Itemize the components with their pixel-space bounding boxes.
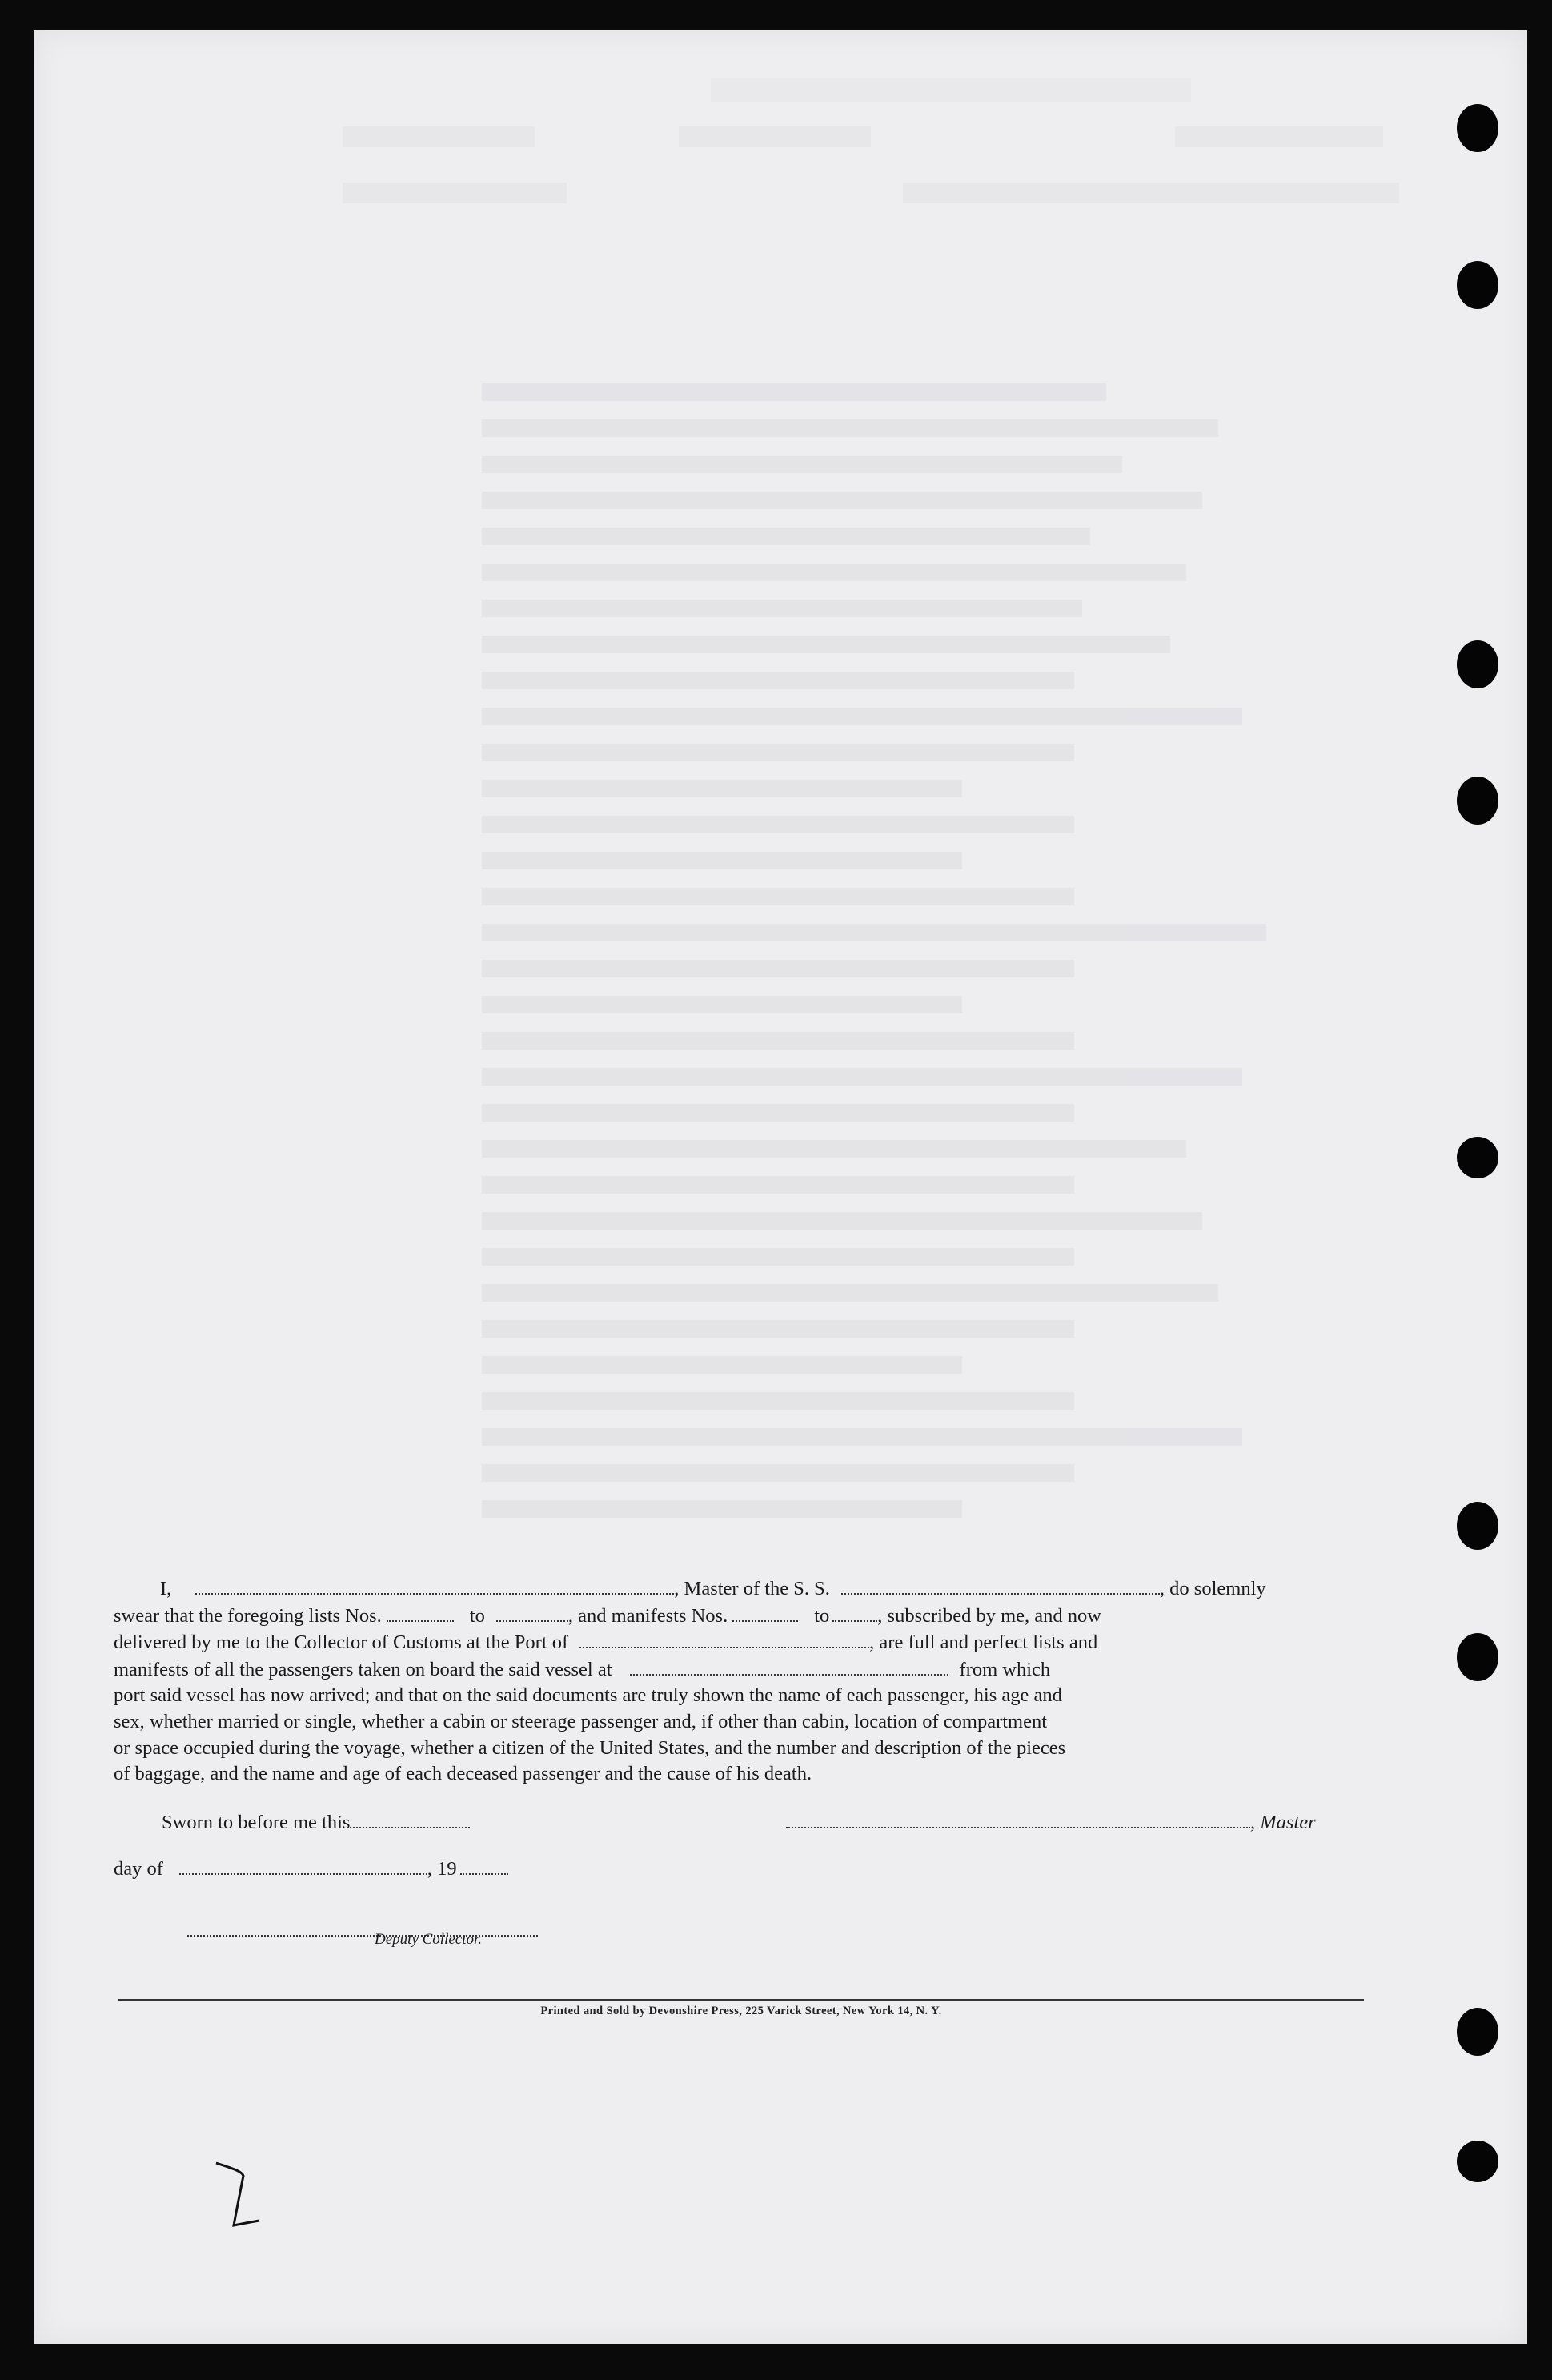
- sworn-line: [162, 1809, 470, 1834]
- oath-to: to: [469, 1604, 485, 1627]
- port-of-departure-field[interactable]: [630, 1656, 948, 1676]
- punch-hole: [1457, 104, 1498, 152]
- day-of-line: [114, 1856, 508, 1880]
- port-of-arrival-field[interactable]: [579, 1629, 869, 1648]
- manifest-from-field[interactable]: [732, 1603, 798, 1622]
- oath-full-perfect: , are full and perfect lists and: [869, 1631, 1098, 1654]
- printer-imprint: Printed and Sold by Devonshire Press, 225 Varick Street, New York 14, N. Y.: [540, 2005, 942, 2017]
- punch-hole: [1457, 1633, 1498, 1681]
- oath-i: I,: [160, 1578, 172, 1599]
- punch-hole: [1457, 640, 1498, 688]
- oath-line-4: [114, 1656, 1364, 1684]
- master-name-field[interactable]: [195, 1575, 674, 1595]
- deputy-collector-label: Deputy Collector.: [375, 1931, 483, 1948]
- oath-line-6: sex, whether married or single, whether a cabin or steerage passenger and, if other than cabin, location of compartment: [114, 1710, 1048, 1732]
- oath-master-of-ss: , Master of the S. S.: [674, 1578, 830, 1599]
- footer-rule: [118, 1999, 1364, 2001]
- manifest-to-field[interactable]: [832, 1603, 877, 1622]
- oath-manifests-all: manifests of all the passengers taken on board the said vessel at: [114, 1658, 612, 1680]
- oath-line-1: [114, 1575, 1364, 1603]
- punch-hole: [1457, 261, 1498, 309]
- oath-manifests: , and manifests Nos.: [567, 1604, 728, 1627]
- month-field[interactable]: [179, 1856, 427, 1875]
- bleed-through-rows: [482, 375, 1282, 1536]
- vessel-name-field[interactable]: [841, 1575, 1160, 1595]
- oath-to-2: to: [814, 1604, 830, 1627]
- handwritten-mark: [215, 2160, 263, 2232]
- oath-line-3: [114, 1629, 1364, 1656]
- deputy-signature-line: [187, 1920, 538, 1942]
- oath-solemnly: , do solemnly: [1159, 1578, 1266, 1599]
- sworn-date-field[interactable]: [350, 1809, 470, 1828]
- oath-swear: swear that the foregoing lists Nos.: [114, 1604, 382, 1627]
- oath-from-which: from which: [959, 1658, 1051, 1680]
- bleed-through-header: [34, 78, 1527, 255]
- master-signature-field[interactable]: [786, 1809, 1250, 1828]
- deputy-signature-field[interactable]: [187, 1933, 538, 1937]
- year-prefix: , 19: [427, 1858, 457, 1880]
- punch-hole: [1457, 1502, 1498, 1550]
- list-to-field[interactable]: [496, 1603, 568, 1622]
- oath-line-5: port said vessel has now arrived; and that on the said documents are truly shown the name of each passenger, his age and: [114, 1684, 1062, 1707]
- oath-paragraph: [114, 1575, 1364, 1788]
- punch-hole: [1457, 777, 1498, 825]
- year-field[interactable]: [460, 1856, 508, 1875]
- sworn-label: Sworn to before me this: [162, 1812, 351, 1833]
- day-of-label: day of: [114, 1858, 163, 1880]
- oath-line-8: of baggage, and the name and age of each deceased passenger and the cause of his death.: [114, 1763, 812, 1785]
- master-label: , Master: [1250, 1812, 1316, 1833]
- oath-line-7: or space occupied during the voyage, whether a citizen of the United States, and the number and description of the pieces: [114, 1736, 1066, 1759]
- oath-line-2: [114, 1603, 1364, 1630]
- punch-hole: [1457, 1137, 1498, 1178]
- oath-delivered: delivered by me to the Collector of Customs at the Port of: [114, 1631, 569, 1654]
- punch-hole: [1457, 2141, 1498, 2182]
- list-from-field[interactable]: [387, 1603, 454, 1622]
- document-sheet: [34, 30, 1527, 2344]
- master-signature-line: [786, 1809, 1316, 1834]
- oath-subscribed: , subscribed by me, and now: [877, 1604, 1101, 1627]
- punch-hole: [1457, 2008, 1498, 2056]
